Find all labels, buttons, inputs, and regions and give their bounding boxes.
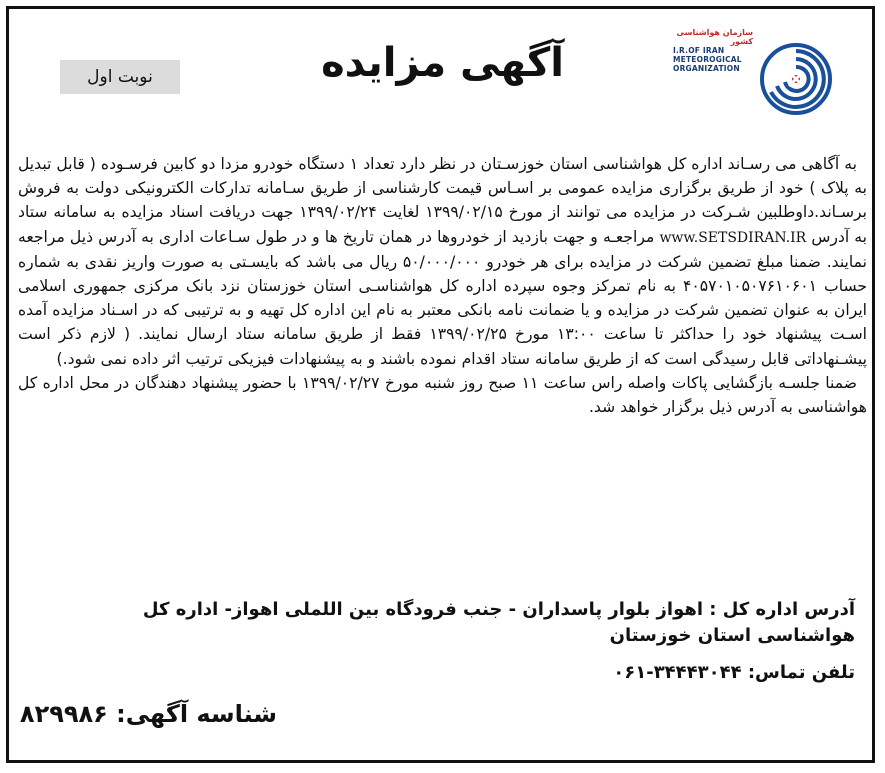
body-text-1b: مراجعـه و جهت بازدید از خودروها در همان تاریخ ها و در طول سـاعات اداری به آدرس ذیل مراجعه نمایند. ضمنا مبلغ تضمین شرکت در مزایده برای هر خودرو ۵۰/۰۰۰/۰۰۰ ریال می باشد که بایسـتی به صورت واریز نقدی به شماره حساب ۴۰۵۷۰۱۰۵۰۷۶۱۰۶۰۱ به نام تمرکز وجوه سپرده اداره کل هواشناسـی استان خوزستان نزد بانک مرکزی جمهوری اسلامی ایران به عنوان تضمین شرکت در مزایده و یا ضمانت نامه بانکی معتبر به نام این اداره کل تهیه و به ترتیبی که در اسـناد مزایده آمده اسـت پیشنهاد خود را حداکثر تا ساعت ۱۳:۰۰ مورخ ۱۳۹۹/۰۲/۲۵ فقط از طریق سامانه ستاد ارسال نمایند. ( لازم ذکر است پیشـنهاداتی قابل رسیدگی است که از طریق سامانه ستاد اقدام نموده باشند و به پیشنهادات فیزیکی ترتیب اثر داده نمی شود.) (18, 227, 867, 368)
logo-org-en-2: METEOROGICAL (673, 55, 742, 64)
contact-phone: تلفن تماس: ۳۴۴۴۳۰۴۴-۰۶۱ (613, 662, 855, 683)
round-badge: نوبت اول (60, 60, 180, 94)
notice-title: آگهی مزایده (321, 40, 564, 86)
logo-org-en-3: ORGANIZATION (673, 64, 740, 73)
body-paragraph-2: ضمنا جلسـه بازگشایی پاکات واصله راس ساعت ۱۱ صبح روز شنبه مورخ ۱۳۹۹/۰۲/۲۷ با حضور پیشنهاد دهندگان در محل اداره کل هواشناسی به آدرس ذیل برگزار خواهد شد. (18, 373, 867, 417)
logo-org-en-1: I.R.OF IRAN (673, 46, 725, 55)
body-paragraph-1 (18, 152, 867, 371)
setad-url-link[interactable]: www.SETSDIRAN.IR (659, 229, 807, 246)
notice-body (18, 152, 867, 419)
office-address: آدرس اداره کل : اهواز بلوار پاسداران - جنب فرودگاه بین اللملی اهواز- اداره کل هواشناسی استان خوزستان (142, 599, 855, 646)
body-text-1: به آگاهی می رسـاند اداره کل هواشناسی استان خوزسـتان در نظر دارد تعداد ۱ دستگاه خودرو مزدا دو کابین فرسـوده ( قابل تبدیل به پلاک ) خود از طریق برگزاری مزایده عمومی بر اسـاس قیمت کارشناسی از طریق سـامانه تدارکات الکترونیکی دولت به فروش برسـاند.داوطلبین شـرکت در مزایده می توانند از مورخ ۱۳۹۹/۰۲/۱۵ لغایت ۱۳۹۹/۰۲/۲۴ جهت دریافت اسناد مزایده به سامانه ستاد به آدرس (18, 155, 867, 246)
ad-identifier: شناسه آگهی: ۸۲۹۹۸۶ (19, 700, 277, 728)
logo-org-fa: سازمان هواشناسی کشور (676, 28, 753, 46)
